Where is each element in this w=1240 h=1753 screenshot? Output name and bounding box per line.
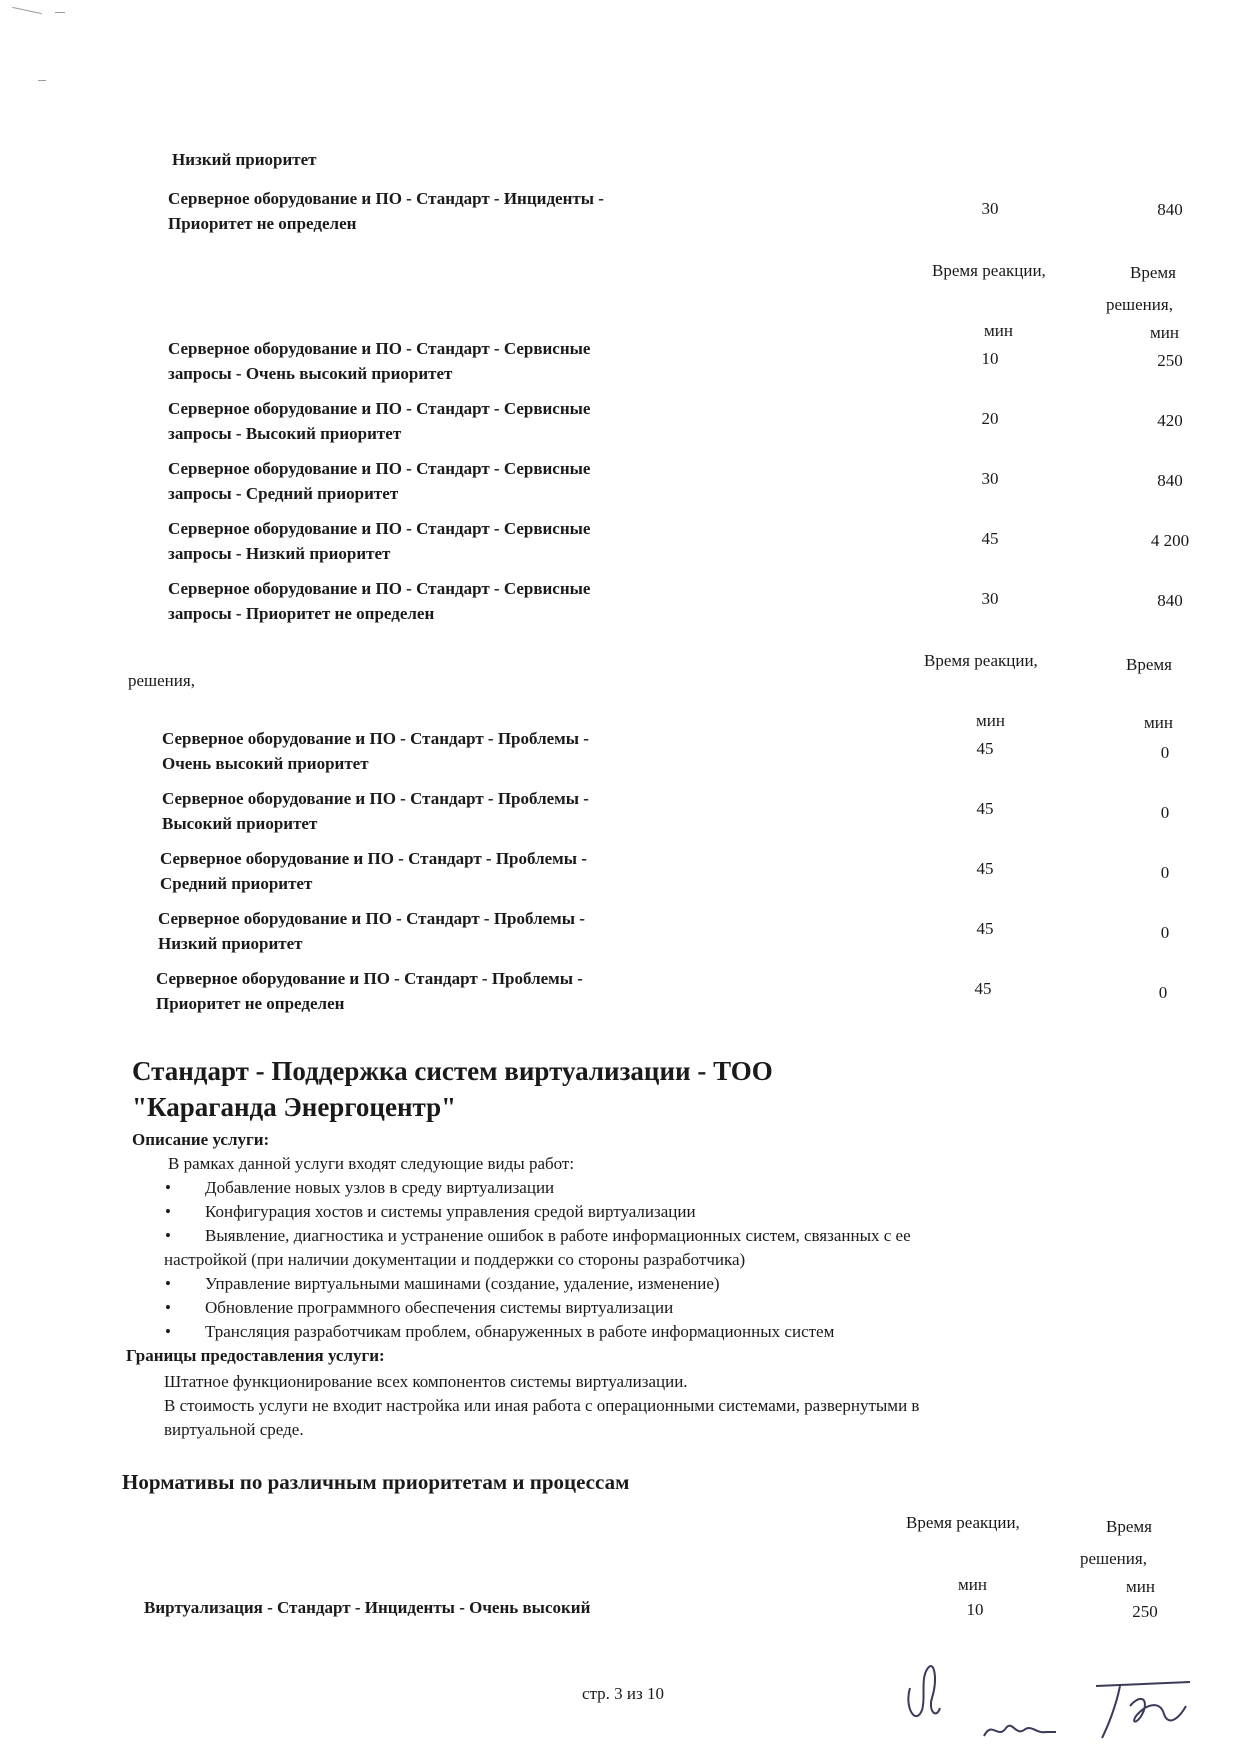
header-resolution: Время — [1106, 1517, 1152, 1536]
list-item: Управление виртуальными машинами (создание, удаление, изменение) — [205, 1274, 720, 1293]
header-unit: мин — [958, 1575, 987, 1594]
header-unit: мин — [976, 711, 1005, 730]
reaction-time: 45 — [976, 739, 994, 758]
table-row-label: Серверное оборудование и ПО - Стандарт - Сервисные запросы - Низкий приоритет — [168, 519, 591, 563]
bounds-label: Границы предоставления услуги: — [126, 1346, 385, 1365]
header-unit: мин — [1126, 1577, 1155, 1596]
resolution-time: 0 — [1160, 923, 1170, 942]
list-item: Трансляция разработчикам проблем, обнаруженных в работе информационных систем — [205, 1322, 835, 1341]
resolution-time: 0 — [1160, 863, 1170, 882]
table-row-label: Виртуализация - Стандарт - Инциденты - Очень высокий — [144, 1598, 591, 1617]
reaction-time: 20 — [981, 409, 999, 428]
header-unit: мин — [1144, 713, 1173, 732]
description-intro: В рамках данной услуги входят следующие виды работ: — [168, 1154, 575, 1173]
resolution-time: 840 — [1157, 200, 1183, 219]
table-row-label: Серверное оборудование и ПО - Стандарт - Проблемы - Средний приоритет — [160, 849, 587, 893]
table-row-label: Серверное оборудование и ПО - Стандарт - Сервисные запросы - Приоритет не определен — [168, 579, 591, 623]
resolution-time: 840 — [1157, 471, 1183, 490]
incident-row-label: Серверное оборудование и ПО - Стандарт - Инциденты - Приоритет не определен — [168, 189, 604, 233]
resolution-time: 0 — [1158, 983, 1168, 1002]
bounds-text: виртуальной среде. — [164, 1420, 304, 1439]
row-fragment: Низкий приоритет — [172, 150, 317, 169]
section-title: "Караганда Энергоцентр" — [132, 1092, 457, 1122]
page-number: стр. 3 из 10 — [582, 1684, 664, 1703]
table-row-label: Серверное оборудование и ПО - Стандарт - Проблемы - Приоритет не определен — [156, 969, 583, 1013]
resolution-time: 250 — [1157, 351, 1183, 370]
list-item: Конфигурация хостов и системы управления средой виртуализации — [205, 1202, 696, 1221]
bullet-marker: • — [165, 1274, 171, 1293]
bullet-marker: • — [165, 1298, 171, 1317]
bullet-marker: • — [165, 1178, 171, 1197]
bullet-marker: • — [165, 1202, 171, 1221]
table-row-label: Серверное оборудование и ПО - Стандарт - Сервисные запросы - Очень высокий приоритет — [168, 339, 591, 383]
header-resolution: решения, — [1080, 1549, 1147, 1568]
reaction-time: 45 — [981, 529, 999, 548]
list-item: Обновление программного обеспечения системы виртуализации — [205, 1298, 674, 1317]
bounds-text: Штатное функционирование всех компонентов системы виртуализации. — [164, 1372, 688, 1391]
table-row-label: Серверное оборудование и ПО - Стандарт - Сервисные запросы - Высокий приоритет — [168, 399, 591, 443]
scan-artifact — [55, 12, 65, 13]
reaction-time: 30 — [981, 589, 999, 608]
header-reaction: Время реакции, — [932, 261, 1046, 280]
header-unit: мин — [1150, 323, 1179, 342]
reaction-time: 10 — [966, 1600, 984, 1619]
header-resolution: решения, — [1106, 295, 1173, 314]
reaction-time: 45 — [976, 799, 994, 818]
header-resolution: решения, — [128, 671, 195, 690]
scan-artifact — [12, 7, 42, 14]
header-resolution: Время — [1126, 655, 1172, 674]
resolution-time: 840 — [1157, 591, 1183, 610]
header-unit: мин — [984, 321, 1013, 340]
list-item-continuation: настройкой (при наличии документации и поддержки со стороны разработчика) — [164, 1250, 746, 1269]
reaction-time: 45 — [974, 979, 992, 998]
header-resolution: Время — [1130, 263, 1176, 282]
signature-mark — [1090, 1676, 1200, 1746]
signature-mark — [900, 1648, 960, 1738]
bullet-marker: • — [165, 1226, 171, 1245]
reaction-time: 30 — [981, 469, 999, 488]
list-item: Добавление новых узлов в среду виртуализации — [205, 1178, 555, 1197]
signature-mark — [980, 1710, 1060, 1746]
reaction-time: 10 — [981, 349, 999, 368]
resolution-time: 0 — [1160, 743, 1170, 762]
table-row-label: Серверное оборудование и ПО - Стандарт - Проблемы - Низкий приоритет — [158, 909, 585, 953]
section-title: Стандарт - Поддержка систем виртуализации - ТОО — [132, 1056, 773, 1086]
resolution-time: 420 — [1157, 411, 1183, 430]
scan-artifact — [38, 80, 46, 81]
header-reaction: Время реакции, — [924, 651, 1038, 670]
table-row-label: Серверное оборудование и ПО - Стандарт - Проблемы - Высокий приоритет — [162, 789, 589, 833]
bullet-marker: • — [165, 1322, 171, 1341]
list-item: Выявление, диагностика и устранение ошибок в работе информационных систем, связанных с ее — [205, 1226, 911, 1245]
table-row-label: Серверное оборудование и ПО - Стандарт - Сервисные запросы - Средний приоритет — [168, 459, 591, 503]
reaction-time: 45 — [976, 919, 994, 938]
header-reaction: Время реакции, — [906, 1513, 1020, 1532]
reaction-time: 30 — [981, 199, 999, 218]
resolution-time: 0 — [1160, 803, 1170, 822]
resolution-time: 250 — [1132, 1602, 1158, 1621]
description-label: Описание услуги: — [132, 1130, 270, 1149]
table-row-label: Серверное оборудование и ПО - Стандарт - Проблемы - Очень высокий приоритет — [162, 729, 589, 773]
norms-title: Нормативы по различным приоритетам и процессам — [122, 1470, 630, 1494]
resolution-time: 4 200 — [1150, 531, 1190, 550]
reaction-time: 45 — [976, 859, 994, 878]
bounds-text: В стоимость услуги не входит настройка или иная работа с операционными системами, развернутыми в — [164, 1396, 920, 1415]
